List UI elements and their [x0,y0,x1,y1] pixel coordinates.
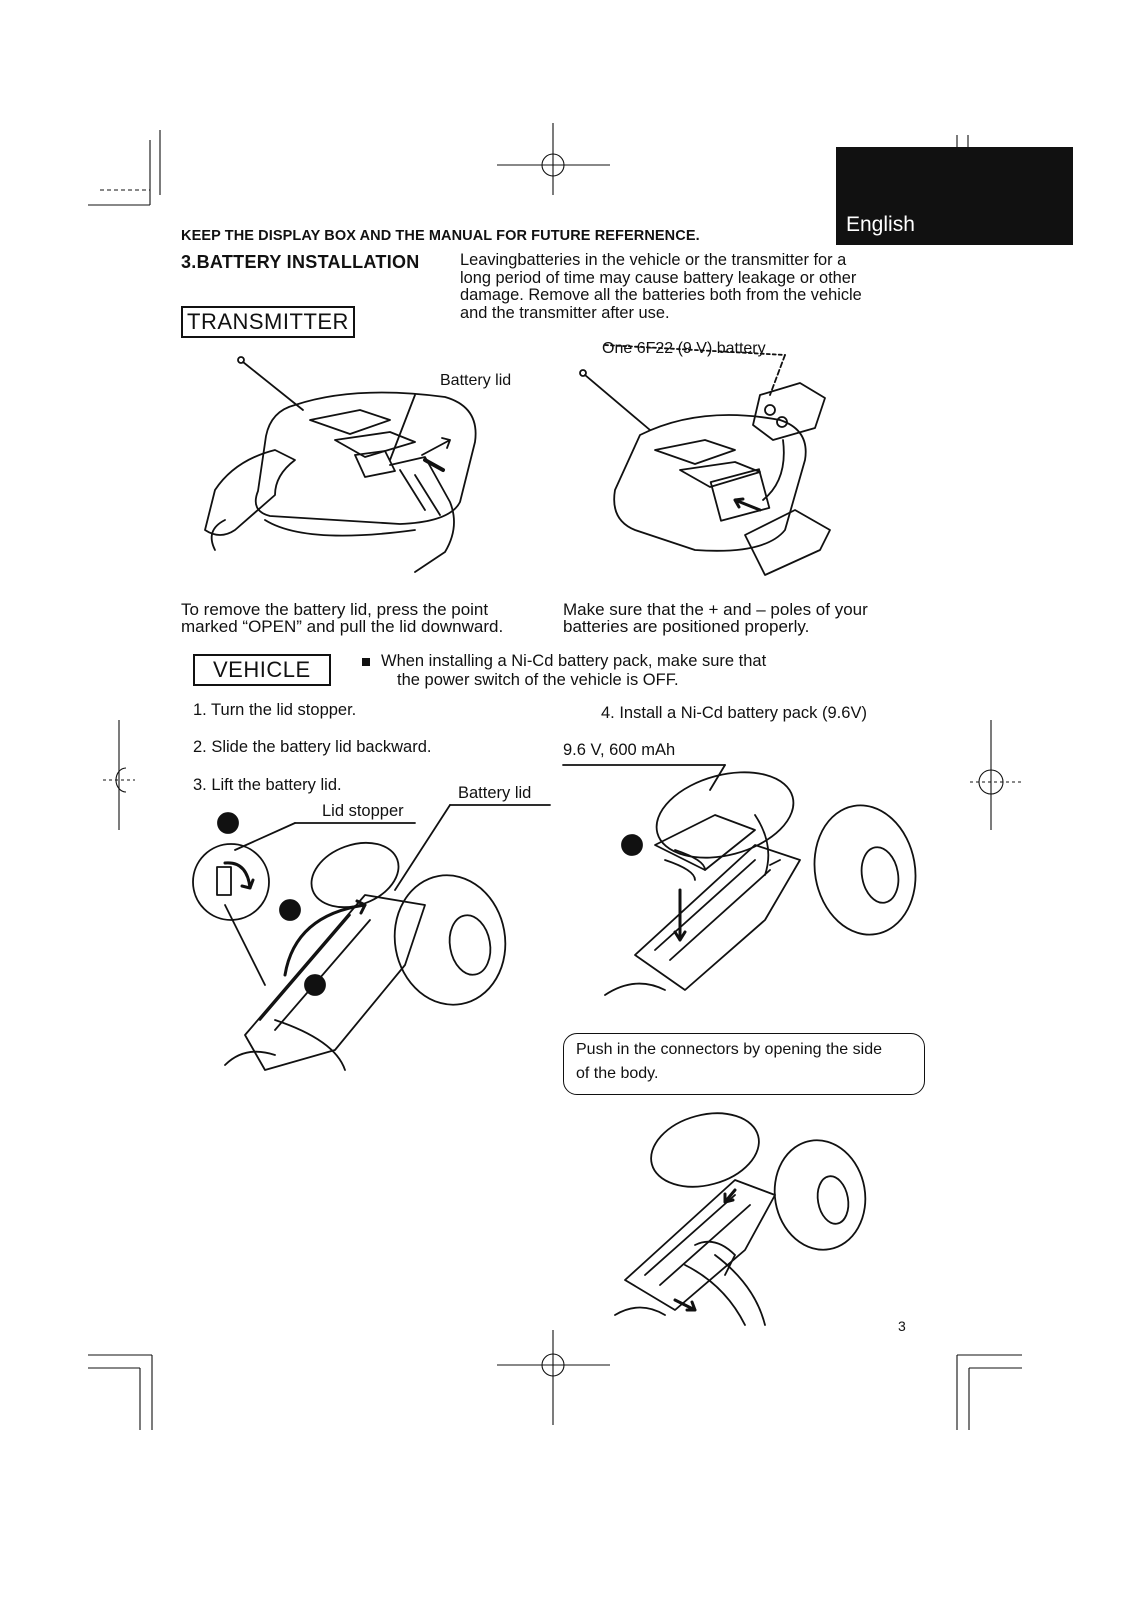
bullet-square-icon [362,658,370,666]
connector-note-line: Push in the connectors by opening the side [576,1041,882,1058]
note-line: the power switch of the vehicle is OFF. [397,671,679,689]
caption-line: marked “OPEN” and pull the lid downward. [181,617,504,636]
warning-line: damage. Remove all the batteries both from the vehicle [460,286,862,304]
transmitter-battery-lid-label: Battery lid [440,372,512,389]
vehicle-lid-illustration [185,805,545,1085]
language-tab-label: English [846,213,915,236]
section-title: 3.BATTERY INSTALLATION [181,252,420,272]
battery-type-label: One 6F22 (9 V) battery [602,340,766,357]
step-slide-lid: 2. Slide the battery lid backward. [193,738,432,756]
page-number: 3 [898,1318,906,1334]
step-turn-stopper: 1. Turn the lid stopper. [193,701,357,719]
vehicle-power-note [381,652,766,690]
vehicle-pack-illustration [595,765,925,1015]
vehicle-battery-lid-label: Battery lid [458,784,532,802]
step-install-pack: 4. Install a Ni-Cd battery pack (9.6V) [601,704,867,722]
note-line: When installing a Ni-Cd battery pack, make sure that [381,652,767,670]
lid-stopper-label: Lid stopper [322,802,404,820]
warning-line: Leavingbatteries in the vehicle or the transmitter for a [460,251,847,269]
language-tab [836,147,1073,245]
transmitter-battery-illustration [585,355,945,585]
step-lift-lid: 3. Lift the battery lid. [193,776,342,794]
caption-line: Make sure that the + and – poles of your [563,600,868,619]
vehicle-heading: VEHICLE [193,654,331,686]
warning-line: long period of time may cause battery leakage or other [460,268,857,287]
transmitter-lid-illustration [185,360,545,590]
pack-spec-label: 9.6 V, 600 mAh [563,741,676,759]
vehicle-connector-illustration [605,1105,885,1335]
transmitter-left-caption [181,601,503,635]
caption-line: To remove the battery lid, press the point [181,600,489,619]
transmitter-heading: TRANSMITTER [181,306,355,338]
caption-line: batteries are positioned properly. [563,617,810,636]
keep-notice: KEEP THE DISPLAY BOX AND THE MANUAL FOR FUTURE REFERNENCE. [181,228,700,244]
transmitter-right-caption [563,601,868,635]
connector-note-box [563,1033,925,1095]
connector-note-line: of the body. [576,1065,659,1082]
warning-line: and the transmitter after use. [460,303,670,322]
battery-warning [460,252,930,322]
